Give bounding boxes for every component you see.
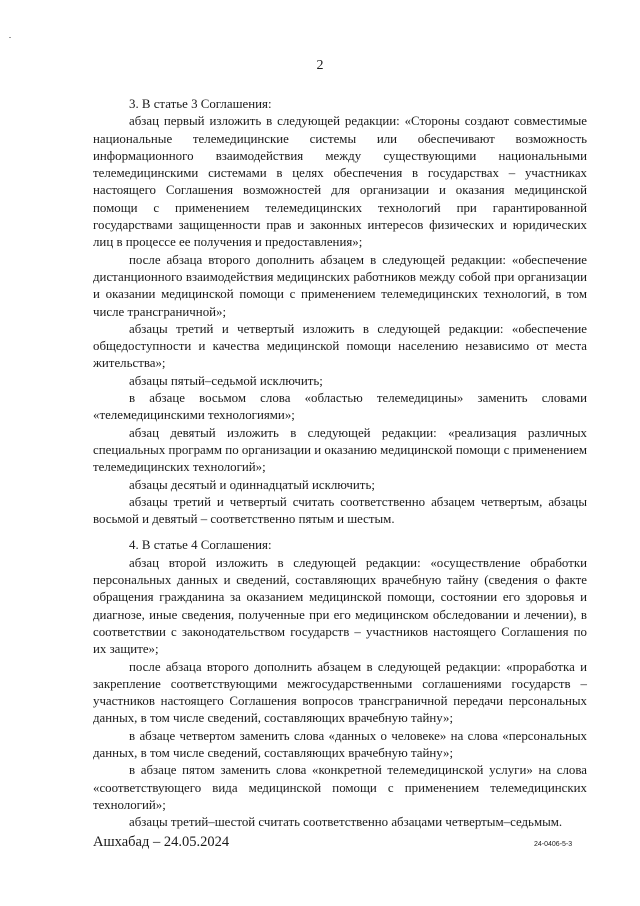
paragraph: абзацы пятый–седьмой исключить;: [129, 373, 323, 388]
section-heading-article-3: 3. В статье 3 Соглашения:: [129, 97, 272, 111]
scan-mark: [9, 37, 11, 38]
paragraph: абзацы третий и четвертый считать соответственно абзацем четвертым, абзацы восьмой и девятый – соответственно пятым и шестым.: [93, 494, 587, 527]
page-number: 2: [316, 58, 324, 73]
paragraph: абзац второй изложить в следующей редакции: «осуществление обработки персональных данных и сведений, составляющих врачебную тайну (сведения о факте обращения гражданина за оказанием медицинской помощи, состоянии его здоровья и диагнозе, иные сведения, полученные при его медицинском обследовании и лечении), в соответствии с законодательством государств – участников настоящего Соглашения по их защите»;: [93, 555, 587, 657]
footer-doc-code: 24-0406-5-3: [534, 841, 573, 848]
paragraph: в абзаце пятом заменить слова «конкретной телемедицинской услуги» на слова «соответствующего вида медицинской помощи с применением телемедицинских технологий»;: [93, 763, 587, 812]
paragraph: абзац девятый изложить в следующей редакции: «реализация различных специальных программ по организации и оказанию медицинской помощи с применением телемедицинских технологий»;: [93, 425, 587, 475]
section-heading-article-4: 4. В статье 4 Соглашения:: [129, 538, 272, 553]
paragraph: абзацы десятый и одиннадцатый исключить;: [129, 477, 375, 492]
paragraph: после абзаца второго дополнить абзацем в следующей редакции: «обеспечение дистанционного взаимодействия медицинских работников между собой при организации и оказании медицинской помощи с применением телемедицинских технологий, в том числе трансграничной»;: [93, 252, 587, 319]
paragraph: абзацы третий и четвертый изложить в следующей редакции: «обеспечение общедоступности и качества медицинской помощи населению независимо от места жительства»;: [93, 321, 587, 371]
paragraph: в абзаце восьмом слова «областью телемедицины» заменить словами «телемедицинскими технологиями»;: [93, 391, 587, 423]
paragraph: в абзаце четвертом заменить слова «данных о человеке» на слова «персональных данных, в том числе сведений, составляющих врачебную тайну»;: [93, 728, 587, 760]
footer-place-date: Ашхабад – 24.05.2024: [93, 834, 230, 850]
paragraph: абзац первый изложить в следующей редакции: «Стороны создают совместимые национальные телемедицинские системы или обеспечивают возможность информационного взаимодействия между существующими национальными телемедицинскими системами в целях обеспечения в государствах – участниках настоящего Соглашения возможностей для организации и оказания медицинской помощи с применением телемедицинских технологий при гарантированной государствами защищенности прав и законных интересов физических и юридических лиц в процессе ее получения и предоставления»;: [93, 114, 587, 250]
paragraph: после абзаца второго дополнить абзацем в следующей редакции: «проработка и закрепление соответствующими межгосударственными соглашениями государств – участников настоящего Соглашения вопросов трансграничной передачи персональных данных, в том числе сведений, составляющих врачебную тайну»;: [93, 659, 587, 726]
paragraph: абзацы третий–шестой считать соответственно абзацами четвертым–седьмым.: [129, 815, 563, 830]
document-body: [93, 96, 587, 831]
